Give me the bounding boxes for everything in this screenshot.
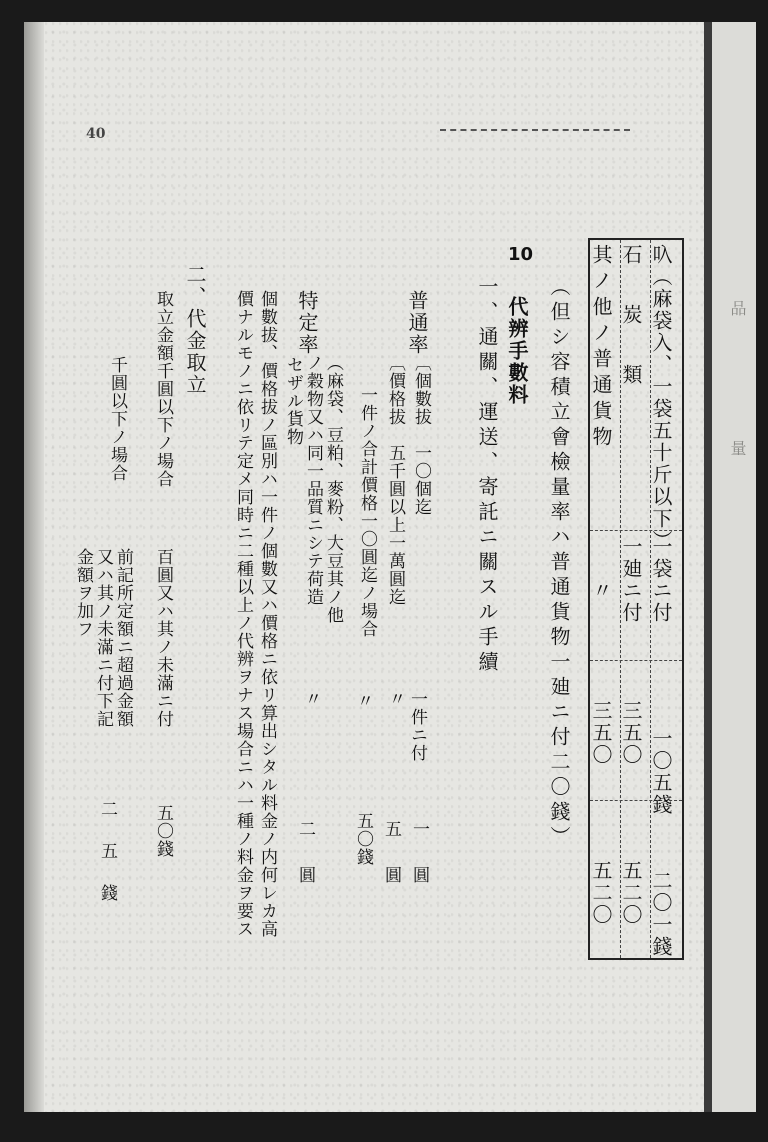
collection-fee-line: 百圓又ハ其ノ未滿ニ付 bbox=[153, 548, 173, 728]
page-number: 40 bbox=[86, 126, 106, 142]
ordinary-per-unit: 一件ニ付 bbox=[407, 690, 427, 762]
table-row-bag-label: 叺（麻袋入、一袋五十斤以下） bbox=[649, 244, 673, 552]
adjacent-page-fragment: 量 bbox=[728, 440, 747, 456]
adjacent-page-fragment: 品 bbox=[728, 300, 747, 316]
table-row-coal-unit: 一廸ニ付 bbox=[619, 536, 643, 624]
table-row-other-rate1: 三五〇 bbox=[589, 700, 613, 766]
divider bbox=[440, 129, 630, 131]
collection-excess-3: 金額ヲ加フ bbox=[73, 548, 93, 638]
table-row-other-unit: 〃 bbox=[589, 580, 613, 602]
collection-under-label: 千圓以下ノ場合 bbox=[107, 356, 127, 482]
ordinary-rate-label: 普通率 bbox=[405, 290, 429, 356]
section-number: 10 bbox=[508, 244, 534, 265]
collection-excess-fee: 二 五 錢 bbox=[97, 800, 117, 905]
ordinary-fee-1: 一 圓 bbox=[409, 820, 429, 889]
adjacent-page bbox=[712, 22, 756, 1112]
table-row-other-label: 其ノ他ノ普通貨物 bbox=[589, 244, 613, 452]
ordinary-fee-2: 五 圓 bbox=[381, 820, 401, 889]
ordinary-combined-fee: 五〇錢 bbox=[353, 812, 373, 866]
section-subtitle: 一、通關、運送、寄託ニ關スル手續 bbox=[475, 276, 499, 676]
table-row-coal-rate2: 五二〇 bbox=[619, 860, 643, 926]
special-mark: 〃 bbox=[301, 690, 321, 708]
table-row-other-rate2: 五二〇 bbox=[589, 860, 613, 926]
table-row-coal-rate1: 三五〇 bbox=[619, 700, 643, 766]
collection-excess-2: 又ハ其ノ未滿ニ付下記 bbox=[93, 548, 113, 728]
special-line-1: （麻袋、豆粕、麥粉、大豆其ノ他 bbox=[323, 354, 343, 624]
table-row-bag-rate1: 一〇五錢 bbox=[649, 728, 673, 816]
ordinary-price-line: 〔價格拔 五千圓以上一萬圓迄 bbox=[385, 354, 405, 606]
note-line-1: 個數拔、價格拔ノ區別ハ一件ノ個數又ハ價格ニ依リ算出シタル料金ノ内何レカ高 bbox=[257, 290, 277, 938]
collection-fee: 五〇錢 bbox=[153, 804, 173, 858]
ordinary-combined-line: 一件ノ合計價格一〇圓迄ノ場合 bbox=[357, 386, 377, 638]
ordinary-combined-mark: 〃 bbox=[353, 692, 373, 710]
special-rate-label: 特定率 bbox=[295, 290, 319, 356]
table-row-coal-label: 石 炭 類 bbox=[619, 244, 643, 394]
volume-note: （但シ容積立會檢量率ハ普通貨物一廸ニ付二〇錢） bbox=[547, 276, 571, 851]
ordinary-count-line: 〔個數拔 一〇個迄 bbox=[411, 354, 431, 516]
section-title: 代辨手數料 bbox=[505, 296, 529, 406]
special-line-2: ノ穀物又ハ同一品質ニシテ荷造 bbox=[303, 354, 323, 606]
book-spine bbox=[704, 22, 712, 1112]
collection-line: 取立金額千圓以下ノ場合 bbox=[153, 290, 173, 488]
collection-heading: 二、代金取立 bbox=[183, 264, 207, 396]
collection-excess-1: 前記所定額ニ超過金額 bbox=[113, 548, 133, 728]
special-line-3: セザル貨物 bbox=[283, 356, 303, 446]
table-row-bag-rate2: 二〇一錢 bbox=[649, 870, 673, 958]
note-line-2: 價ナルモノニ依リテ定メ同時ニ二種以上ノ代辨ヲナス場合ニハ一種ノ料金ヲ要ス bbox=[233, 290, 253, 938]
table-row-bag-unit: 一袋ニ付 bbox=[649, 536, 673, 624]
special-fee: 二 圓 bbox=[295, 820, 315, 889]
ordinary-mark: 〃 bbox=[385, 690, 405, 708]
page-edge bbox=[24, 22, 44, 1112]
